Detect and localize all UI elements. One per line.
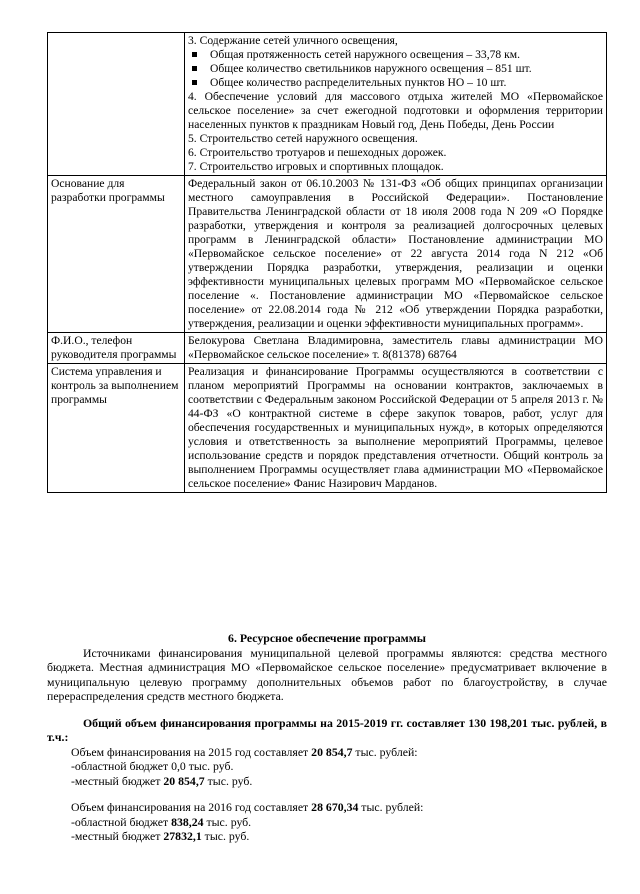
table-cell-value: Федеральный закон от 06.10.2003 № 131-ФЗ «Об общих принципах организации местного самоуправления в Российской Федерации». Постановление Правительства Ленинградской области от 18 июля 2008 года N 209 «О Порядке разработки, утверждения и контроля за реализацией долгосрочных целевых программ в Ленинградской области» Постановление администрации МО «Первомайское сельское поселение» от 22 августа 2014 года N 212 «Об утверждении Порядка разработки, утверждения, реализации и оценки эффективности муниципальных целевых программ МО «Первомайское сельское поселение «. Постановление администрации МО «Первомайское сельское поселение» от 22.08.2014 года № 212 «Об утверждении Порядка разработки, утверждения, реализации и оценки эффективности муниципальных программ». bbox=[185, 176, 607, 333]
table-row bbox=[48, 33, 607, 176]
bullet-square-icon bbox=[192, 66, 197, 71]
regional-budget-line: -областной бюджет 838,24 тыс. руб. bbox=[71, 814, 252, 829]
spacer bbox=[47, 788, 607, 800]
year-total-line: Объем финансирования на 2015 год составляет 20 854,7 тыс. рублей: bbox=[71, 744, 418, 759]
table-cell-label: Система управления и контроль за выполнением программы bbox=[48, 364, 185, 493]
table-cell-label: Основание для разработки программы bbox=[48, 176, 185, 333]
list-item: 4. Обеспечение условий для массового отдыха жителей МО «Первомайское сельское поселение» за счет ежегодной подготовки и оформления территории населенных пунктов к праздникам Новый год, День Победы, День России bbox=[188, 90, 603, 131]
regional-budget-line: -областной бюджет 0,0 тыс. руб. bbox=[71, 759, 234, 773]
local-budget-line: -местный бюджет 27832,1 тыс. руб. bbox=[71, 829, 250, 843]
list-item: 7. Строительство игровых и спортивных площадок. bbox=[188, 160, 444, 173]
table-cell-label: Ф.И.О., телефон руководителя программы bbox=[48, 333, 185, 364]
resource-section bbox=[47, 631, 607, 844]
program-passport-table bbox=[47, 32, 607, 493]
table-cell-value: Белокурова Светлана Владимировна, заместитель главы администрации МО «Первомайское сельское поселение» т. 8(81378) 68764 bbox=[185, 333, 607, 364]
list-item: 5. Строительство сетей наружного освещения. bbox=[188, 132, 418, 145]
table-row bbox=[48, 176, 607, 333]
local-budget-line: -местный бюджет 20 854,7 тыс. руб. bbox=[71, 773, 253, 788]
total-financing: Общий объем финансирования программы на 2015-2019 гг. составляет 130 198,201 тыс. рублей, в т.ч.: bbox=[47, 715, 607, 744]
table-row bbox=[48, 333, 607, 364]
table-cell-value bbox=[185, 33, 607, 176]
bullet-item: Общее количество распределительных пунктов НО – 10 шт. bbox=[188, 76, 603, 90]
list-item: 3. Содержание сетей уличного освещения, bbox=[188, 34, 398, 47]
table-cell-value: Реализация и финансирование Программы осуществляются в соответствии с планом мероприятий Программы на основании контрактов, заключаемых в соответствии с Федеральным законом Российской Федерации от 5 апреля 2013 г. № 44-ФЗ «О контрактной системе в сфере закупок товаров, работ, услуг для обеспечения государственных и муниципальных нужд», в которых определяются условия и ответственность за выполнение мероприятий Программы, целевое использование средств и порядок представления отчетности. Общий контроль за выполнением Программы осуществляет глава администрации МО «Первомайское сельское поселение» Фанис Назирович Марданов. bbox=[185, 364, 607, 493]
list-item: 6. Строительство тротуаров и пешеходных дорожек. bbox=[188, 146, 447, 159]
year-total-line: Объем финансирования на 2016 год составляет 28 670,34 тыс. рублей: bbox=[71, 800, 424, 814]
section-heading: 6. Ресурсное обеспечение программы bbox=[228, 631, 426, 645]
bullet-item: Общая протяженность сетей наружного освещения – 33,78 км. bbox=[188, 48, 603, 62]
bullet-item: Общее количество светильников наружного освещения – 851 шт. bbox=[188, 62, 603, 76]
bullet-square-icon bbox=[192, 80, 197, 85]
bullet-square-icon bbox=[192, 52, 197, 57]
table-row bbox=[48, 364, 607, 493]
section-paragraph: Источниками финансирования муниципальной целевой программы являются: средства местного бюджета. Местная администрация МО «Первомайское сельское поселение» предусматривает включение в муниципальную целевую программу дополнительных объемов работ по благоустройству, в случае перераспределения средств местного бюджета. bbox=[47, 645, 607, 703]
table-cell-label bbox=[48, 33, 185, 176]
